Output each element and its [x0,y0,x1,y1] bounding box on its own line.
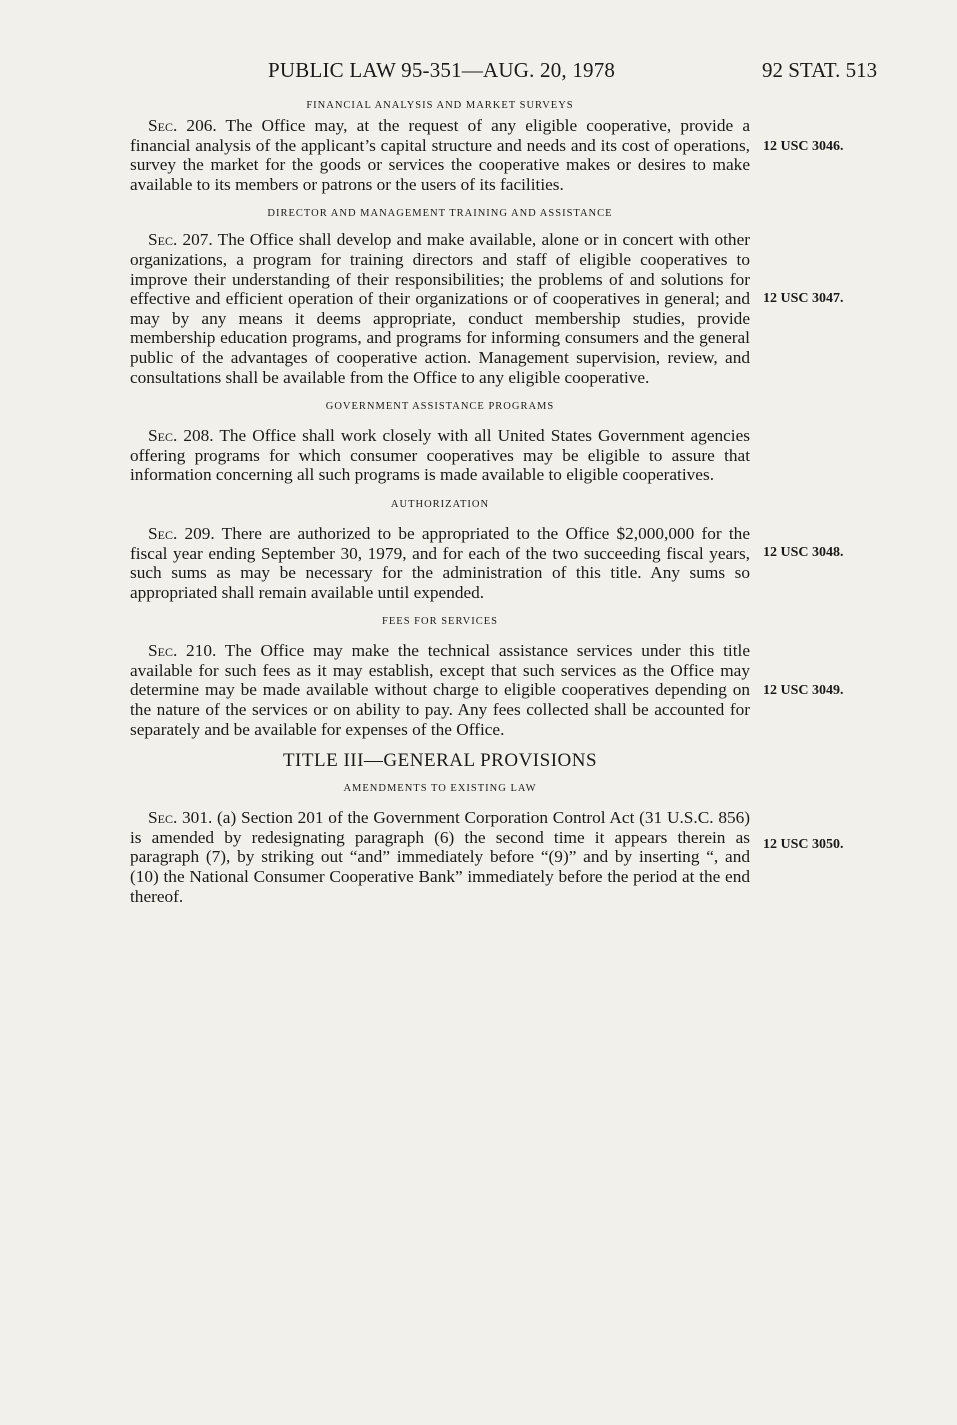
section-heading: DIRECTOR AND MANAGEMENT TRAINING AND ASSISTANCE [267,208,613,220]
section-text: The Office shall work closely with all United States Government agencies offering programs for which consumer cooperatives may be eligible to assure that information concerning all such programs is made available to eligible cooperatives. [130,426,750,485]
section-label: Sec. 210. [148,641,217,661]
section-206 [130,116,750,194]
page-header-stat: 92 STAT. 513 [762,58,878,82]
section-208 [130,426,750,485]
section-209 [130,524,750,602]
section-label: Sec. 206. [148,116,217,135]
section-heading: AMENDMENTS TO EXISTING LAW [343,783,537,795]
margin-note-sec-210: 12 USC 3050. [763,837,844,852]
section-210 [130,641,750,739]
section-heading: AUTHORIZATION [390,498,490,510]
section-text: The Office may make the technical assistance services under this title available for such fees as it may establish, except that such services as the Office may determine may be made available without charge to eligible cooperatives depending on the nature of the services or on ability to pay. Any fees collected shall be accounted for separately and be available for expenses of the Office. [130,641,751,739]
section-301 [130,808,750,906]
margin-note-sec-207: 12 USC 3047. [763,291,844,306]
section-207 [130,230,750,387]
section-label: Sec. 301. [148,808,213,828]
section-text: (a) Section 201 of the Government Corporation Control Act (31 U.S.C. 856) is amended by redesignating paragraph (6) the second time it appears therein as paragraph (7), by striking out “and” immediately before “(9)” and by inserting “, and (10) the National Consumer Cooperative Bank” immediately before the period at the end thereof. [130,808,750,906]
section-heading: FEES FOR SERVICES [382,616,498,628]
section-text: The Office shall develop and make available, alone or in concert with other organizations, a program for training directors and staff of eligible cooperatives to improve their understanding of their responsibilities; the problems of and solutions for effective and efficient operation of their organizations or of cooperatives in general; and may by any means it deems appropriate, conduct membership studies, provide membership education programs, and programs for informing consumers and the general public of the advantages of cooperative action. Management supervision, review, and consultations shall be available from the Office to any eligible cooperative. [130,230,751,387]
margin-note-sec-206: 12 USC 3046. [763,139,844,154]
text-column [130,100,750,906]
page-header-law: PUBLIC LAW 95-351—AUG. 20, 1978 [268,58,616,82]
section-text: There are authorized to be appropriated to the Office $2,000,000 for the fiscal year ending September 30, 1979, and for each of the two succeeding fiscal years, such sums as may be necessary for the administration of this title. Any sums so appropriated shall remain available until expended. [130,523,750,602]
section-text: The Office may, at the request of any eligible cooperative, provide a financial analysis of the applicant’s capital structure and needs and its cost of operations, survey the market for the goods or services the cooperative makes or desires to make available to its members or patrons or the users of its facilities. [130,116,750,194]
title-heading: TITLE III—GENERAL PROVISIONS [282,750,598,772]
section-label: Sec. 208. [148,426,214,446]
margin-note-sec-209: 12 USC 3049. [763,683,844,698]
section-label: Sec. 209. [148,523,215,543]
section-heading: GOVERNMENT ASSISTANCE PROGRAMS [325,401,555,413]
margin-note-sec-208: 12 USC 3048. [763,545,844,560]
section-heading: FINANCIAL ANALYSIS AND MARKET SURVEYS [306,100,574,111]
section-label: Sec. 207. [148,230,213,250]
